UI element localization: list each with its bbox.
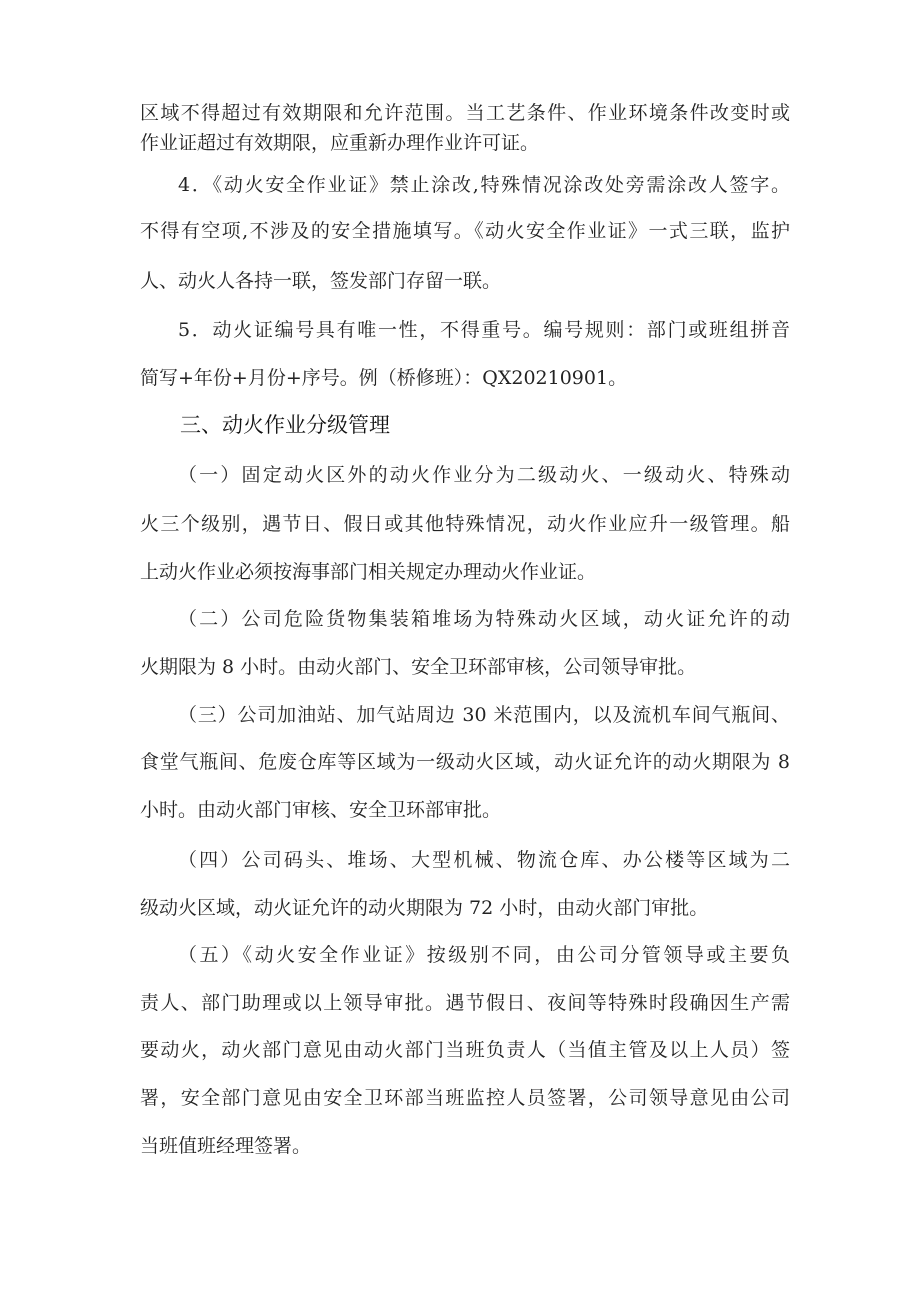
paragraph-line: 简写+年份+月份+序号。例（桥修班）：QX20210901。 — [140, 367, 628, 389]
paragraph-line: 当班值班经理签署。 — [140, 1135, 312, 1157]
paragraph-line: 火三个级别，遇节日、假日或其他特殊情况，动火作业应升一级管理。船 — [140, 513, 790, 535]
paragraph-line: 不得有空项,不涉及的安全措施填写。《动火安全作业证》一式三联，监护 — [140, 220, 790, 242]
paragraph-line: （五）《动火安全作业证》按级别不同，由公司分管领导或主要负 — [178, 944, 790, 966]
paragraph-line: 级动火区域，动火证允许的动火期限为 72 小时，由动火部门审批。 — [140, 897, 709, 919]
paragraph-line: 5．动火证编号具有唯一性，不得重号。编号规则：部门或班组拼音 — [178, 319, 790, 341]
paragraph-line: 要动火，动火部门意见由动火部门当班负责人（当值主管及以上人员）签 — [140, 1039, 790, 1061]
paragraph-line: 火期限为 8 小时。由动火部门、安全卫环部审核，公司领导审批。 — [140, 656, 697, 678]
paragraph-line: 人、动火人各持一联，签发部门存留一联。 — [140, 270, 502, 292]
paragraph-line: 区域不得超过有效期限和允许范围。当工艺条件、作业环境条件改变时或 — [140, 102, 790, 124]
section-heading: 三、动火作业分级管理 — [180, 413, 390, 437]
paragraph-line: 作业证超过有效期限，应重新办理作业许可证。 — [140, 132, 540, 154]
paragraph-line: （二）公司危险货物集装箱堆场为特殊动火区域，动火证允许的动 — [178, 608, 790, 630]
paragraph-line: 小时。由动火部门审核、安全卫环部审批。 — [140, 799, 502, 821]
paragraph-line: 署，安全部门意见由安全卫环部当班监控人员签署，公司领导意见由公司 — [140, 1087, 790, 1109]
paragraph-line: 上动火作业必须按海事部门相关规定办理动火作业证。 — [140, 561, 597, 583]
paragraph-line: （三）公司加油站、加气站周边 30 米范围内，以及流机车间气瓶间、 — [178, 704, 790, 726]
paragraph-line: 食堂气瓶间、危废仓库等区域为一级动火区域，动火证允许的动火期限为 8 — [140, 751, 790, 773]
paragraph-line: 责人、部门助理或以上领导审批。遇节假日、夜间等特殊时段确因生产需 — [140, 992, 790, 1014]
paragraph-line: 4．《动火安全作业证》禁止涂改,特殊情况涂改处旁需涂改人签字。 — [178, 174, 790, 196]
paragraph-line: （四）公司码头、堆场、大型机械、物流仓库、办公楼等区域为二 — [178, 849, 790, 871]
paragraph-line: （一）固定动火区外的动火作业分为二级动火、一级动火、特殊动 — [178, 464, 790, 486]
